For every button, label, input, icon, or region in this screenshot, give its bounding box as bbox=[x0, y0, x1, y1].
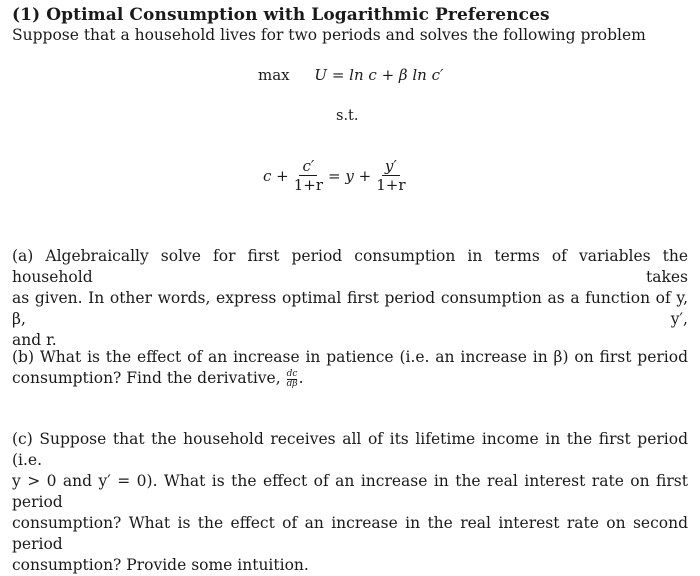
part-a-line: as given. In other words, express optimal first period consumption as a function of y, β, y′, bbox=[12, 289, 688, 328]
derivative-numerator: dc bbox=[286, 368, 298, 379]
derivative-fraction bbox=[287, 370, 298, 389]
rhs-numerator: y′ bbox=[382, 158, 400, 176]
part-c-line: y > 0 and y′ = 0). What is the effect of an increase in the real interest rate on first period bbox=[12, 472, 688, 511]
part-b-line: (b) What is the effect of an increase in patience (i.e. an increase in β) on first period bbox=[12, 348, 688, 366]
objective-function bbox=[258, 66, 443, 84]
part-c-question bbox=[12, 429, 688, 576]
constraint-rhs-fraction bbox=[374, 158, 407, 193]
problem-intro: Suppose that a household lives for two periods and solves the following problem bbox=[12, 26, 646, 44]
part-c-line: consumption? What is the effect of an increase in the real interest rate on second period bbox=[12, 514, 688, 553]
constraint-lhs-term: c + bbox=[263, 166, 289, 185]
part-b-period: . bbox=[298, 369, 304, 387]
part-b-question bbox=[12, 347, 688, 389]
problem-title: (1) Optimal Consumption with Logarithmic Preferences bbox=[12, 5, 550, 25]
part-b-line bbox=[12, 368, 688, 389]
constraint-middle: = y + bbox=[328, 166, 372, 185]
lhs-denominator: 1+r bbox=[293, 176, 324, 194]
subject-to-label: s.t. bbox=[336, 108, 359, 124]
derivative-denominator: dβ bbox=[286, 378, 298, 389]
part-b-line-text: consumption? Find the derivative, bbox=[12, 369, 281, 387]
part-a-question bbox=[12, 246, 688, 351]
rhs-denominator: 1+r bbox=[376, 176, 406, 194]
utility-expression: U = ln c + β ln c′ bbox=[314, 66, 444, 84]
part-c-line: consumption? Provide some intuition. bbox=[12, 556, 309, 574]
part-a-line: (a) Algebraically solve for first period consumption in terms of variables the household takes bbox=[12, 247, 688, 286]
max-operator: max bbox=[258, 66, 290, 84]
constraint-lhs-fraction bbox=[292, 158, 325, 193]
part-a-line: and r. bbox=[12, 331, 57, 349]
part-c-line: (c) Suppose that the household receives all of its lifetime income in the first period (i.e. bbox=[12, 430, 688, 469]
budget-constraint bbox=[263, 158, 411, 193]
lhs-numerator: c′ bbox=[299, 158, 317, 176]
